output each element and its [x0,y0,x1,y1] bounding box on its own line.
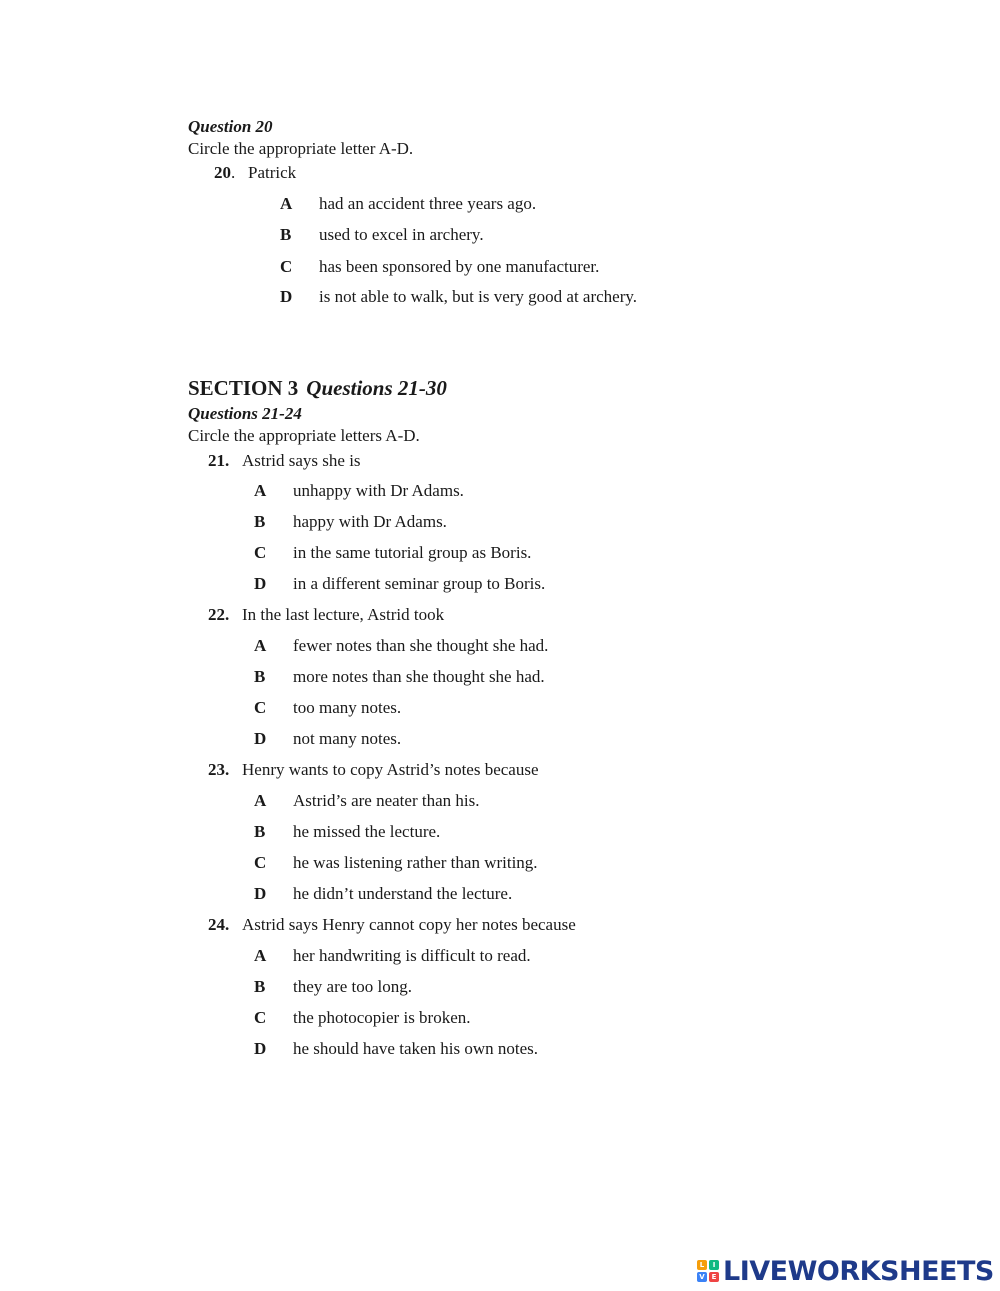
option-letter[interactable]: B [254,977,266,996]
option-letter[interactable]: B [254,512,266,531]
option-letter[interactable]: B [254,822,266,841]
option-letter[interactable]: A [280,194,293,213]
question-23 [208,761,229,779]
option-text[interactable]: is not able to walk, but is very good at archery. [319,287,638,306]
option-text[interactable]: her handwriting is difficult to read. [293,946,531,965]
option-text[interactable]: the photocopier is broken. [293,1008,471,1027]
question-stem: In the last lecture, Astrid took [242,605,445,624]
option-text[interactable]: fewer notes than she thought she had. [293,636,549,655]
option-letter[interactable]: B [280,225,292,244]
section-3-heading [188,378,447,399]
option-text[interactable]: he should have taken his own notes. [293,1039,539,1058]
option-letter[interactable]: A [254,481,267,500]
questions-group-heading: Questions 21-24 [188,404,302,423]
section-title: SECTION 3 [188,376,299,400]
option-text[interactable]: he was listening rather than writing. [293,853,538,872]
question-number: 21. [208,451,230,470]
question-number: 22. [208,605,230,624]
option-text[interactable]: Astrid’s are neater than his. [293,791,480,810]
question-stem: Astrid says Henry cannot copy her notes because [242,915,576,934]
logo-text: LIVEWORKSHEETS [723,1255,994,1287]
question-21 [208,452,229,470]
question-20-number: 20 [214,163,231,182]
section-3-instruction: Circle the appropriate letters A-D. [188,426,420,445]
option-text[interactable]: he missed the lecture. [293,822,441,841]
option-letter[interactable]: B [254,667,266,686]
question-20-stem-row: 20. Patrick [214,163,297,182]
option-letter[interactable]: D [254,729,267,748]
liveworksheets-logo[interactable] [697,1257,994,1285]
option-text[interactable]: more notes than she thought she had. [293,667,545,686]
question-22 [208,606,229,624]
question-number: 24. [208,915,230,934]
option-letter[interactable]: C [254,698,267,717]
option-letter[interactable]: C [254,543,267,562]
option-text[interactable]: in the same tutorial group as Boris. [293,543,532,562]
logo-icon-tile: L [697,1260,707,1270]
option-letter[interactable]: D [254,574,267,593]
option-letter[interactable]: A [254,946,267,965]
logo-icon-tile: E [709,1272,719,1282]
option-letter[interactable]: D [254,1039,267,1058]
option-text[interactable]: had an accident three years ago. [319,194,537,213]
question-20-instruction: Circle the appropriate letter A-D. [188,139,414,158]
option-text[interactable]: in a different seminar group to Boris. [293,574,546,593]
question-24 [208,916,229,934]
option-letter[interactable]: D [254,884,267,903]
option-text[interactable]: they are too long. [293,977,412,996]
logo-icon [697,1260,719,1282]
option-text[interactable]: too many notes. [293,698,402,717]
option-text[interactable]: he didn’t understand the lecture. [293,884,513,903]
option-letter[interactable]: C [254,1008,267,1027]
option-text[interactable]: happy with Dr Adams. [293,512,447,531]
question-stem: Astrid says she is [242,451,361,470]
option-letter[interactable]: C [254,853,267,872]
question-stem: Henry wants to copy Astrid’s notes because [242,760,539,779]
option-text[interactable]: unhappy with Dr Adams. [293,481,464,500]
section-subtitle: Questions 21-30 [306,376,447,400]
option-letter[interactable]: D [280,287,293,306]
option-letter[interactable]: A [254,791,267,810]
option-text[interactable]: used to excel in archery. [319,225,484,244]
logo-icon-tile: V [697,1272,707,1282]
option-text[interactable]: not many notes. [293,729,402,748]
logo-icon-tile: I [709,1260,719,1270]
option-text[interactable]: has been sponsored by one manufacturer. [319,257,600,276]
question-number: 23. [208,760,230,779]
question-20-heading: Question 20 [188,117,273,136]
question-20-stem: Patrick [248,163,297,182]
option-letter[interactable]: A [254,636,267,655]
option-letter[interactable]: C [280,257,293,276]
